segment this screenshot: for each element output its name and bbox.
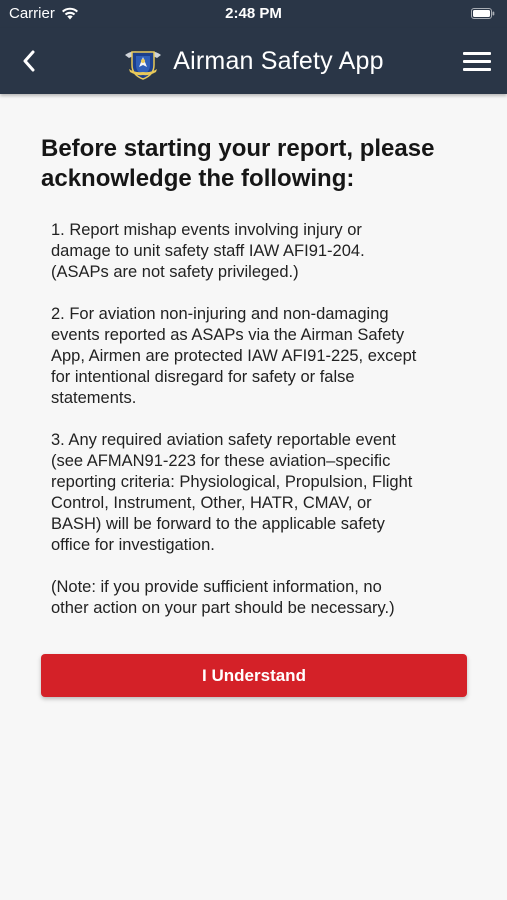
- acknowledgement-item-3: 3. Any required aviation safety reportable event (see AFMAN91-223 for these aviation–specific reporting criteria: Physiological, Propulsion, Flight Control, Instrument, Other, HATR, CMAV, or BASH) will be forward to the applicable safety office for investigation.: [51, 431, 413, 554]
- back-button[interactable]: [14, 46, 44, 76]
- navigation-bar: [0, 28, 507, 94]
- acknowledgement-text: [51, 220, 471, 640]
- i-understand-button[interactable]: I Understand: [41, 654, 467, 697]
- acknowledgement-item-2: 2. For aviation non-injuring and non-damaging events reported as ASAPs via the Airman Safety App, Airmen are protected IAW AFI91-225, except for intentional disregard for safety or false statements.: [51, 305, 417, 407]
- chevron-left-icon: [22, 50, 36, 72]
- battery-icon: [471, 8, 495, 19]
- hamburger-line: [463, 52, 491, 55]
- carrier-label: Carrier: [9, 5, 55, 22]
- page-heading: Before starting your report, please acknowledge the following:: [41, 135, 435, 192]
- status-bar: [0, 0, 507, 28]
- status-time: 2:48 PM: [225, 5, 282, 22]
- acknowledgement-item-1: 1. Report mishap events involving injury or damage to unit safety staff IAW AFI91-204. (ASAPs are not safety privileged.): [51, 221, 365, 281]
- acknowledgement-note: (Note: if you provide sufficient information, no other action on your part should be necessary.): [51, 578, 395, 617]
- menu-button[interactable]: [463, 48, 491, 74]
- nav-title-group: [0, 28, 507, 94]
- hamburger-line: [463, 60, 491, 63]
- app-title: Airman Safety App: [173, 46, 384, 75]
- hamburger-line: [463, 68, 491, 71]
- air-force-safety-emblem-icon: [123, 41, 163, 81]
- main-content: [0, 94, 507, 900]
